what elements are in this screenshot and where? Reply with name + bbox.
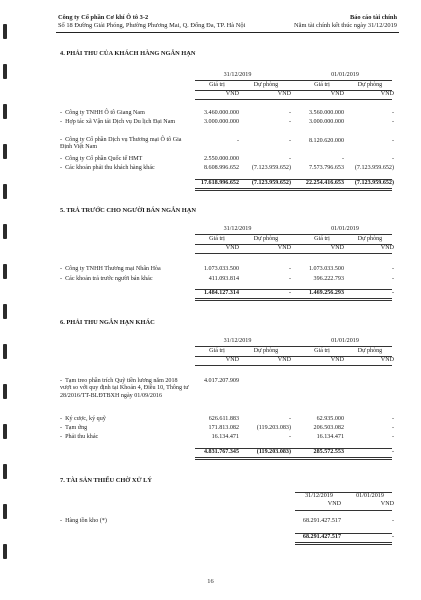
rule <box>195 80 392 81</box>
col-value: Giá trị <box>314 82 330 88</box>
cell-value: 411.093.814 <box>208 276 239 282</box>
cell-value: 1.073.033.500 <box>308 266 344 272</box>
unit-vnd: VND <box>225 91 239 97</box>
table-row-label: - Công ty TNHH Ô tô Giang Nam <box>60 110 145 116</box>
binding-mark <box>3 384 7 399</box>
cell-value: - <box>236 138 239 144</box>
cell-value: 62.935.000 <box>316 416 344 422</box>
cell-value: 7.573.796.653 <box>308 165 344 171</box>
table-row-label: - Tạm ứng <box>60 425 88 431</box>
cell-value: 68.291.427.517 <box>302 518 341 524</box>
table-row-label: - Phải thu khác <box>60 434 99 440</box>
rule <box>195 346 392 347</box>
company-address: Số 18 Đường Giải Phóng, Phường Phương Mai, Q. Đống Đa, TP. Hà Nội <box>58 21 246 29</box>
total-provision: - <box>391 290 394 296</box>
unit-vnd: VND <box>225 245 239 251</box>
unit-vnd: VND <box>380 501 394 507</box>
table-row-label: - Ký cược, ký quỹ <box>60 416 106 422</box>
total-value: 1.484.127.314 <box>203 290 239 296</box>
binding-mark <box>3 224 7 239</box>
table-row-label: - Tạm treo phần trích Quỹ tiền lương năm 2018 vượt so với quy định tại Khoản 4, Điều 10, Thông tư 28/2016/TT-BLĐTBXH ngày 01/09/2016 <box>60 378 189 399</box>
unit-vnd: VND <box>330 91 344 97</box>
cell-provision: - <box>288 138 291 144</box>
total-value: - <box>391 534 394 540</box>
cell-provision: (7.123.959.652) <box>354 165 394 171</box>
cell-provision: - <box>391 138 394 144</box>
binding-mark <box>3 304 7 319</box>
col-value: Giá trị <box>209 236 225 242</box>
table-row-label: - Hợp tác xã Vận tải Dịch vụ Du lịch Đại Nam <box>60 119 176 125</box>
total-value: 17.618.996.652 <box>200 180 239 186</box>
cell-value: 4.017.207.909 <box>203 378 239 384</box>
cell-value: 3.000.000.000 <box>203 119 239 125</box>
cell-provision: - <box>391 416 394 422</box>
rule <box>195 365 392 366</box>
cell-provision: (7.123.959.652) <box>251 165 291 171</box>
unit-vnd: VND <box>277 91 291 97</box>
cell-provision: - <box>288 276 291 282</box>
cell-provision: - <box>288 156 291 162</box>
col-date-end: 31/12/2019 <box>223 72 252 78</box>
page-number: 16 <box>207 578 214 585</box>
col-provision: Dự phòng <box>357 82 383 88</box>
section-7-title: 7. TÀI SẢN THIẾU CHỜ XỬ LÝ <box>60 477 153 484</box>
cell-provision: - <box>391 119 394 125</box>
total-provision: - <box>288 290 291 296</box>
col-provision: Dự phòng <box>253 82 279 88</box>
cell-provision: - <box>288 434 291 440</box>
cell-provision: (119.203.083) <box>256 425 291 431</box>
rule <box>195 298 392 299</box>
rule <box>195 99 392 100</box>
unit-vnd: VND <box>380 357 394 363</box>
report-period: Năm tài chính kết thúc ngày 31/12/2019 <box>294 21 397 29</box>
rule <box>295 542 392 543</box>
table-row-label: - Công ty TNHH Thương mại Nhân Hòa <box>60 266 161 272</box>
binding-mark <box>3 504 7 519</box>
unit-vnd: VND <box>277 357 291 363</box>
col-provision: Dự phòng <box>357 236 383 242</box>
total-provision: (119.203.083) <box>256 449 291 455</box>
cell-provision: - <box>391 434 394 440</box>
section-6-title: 6. PHẢI THU NGẮN HẠN KHÁC <box>60 319 155 326</box>
total-provision: - <box>391 449 394 455</box>
unit-vnd: VND <box>380 245 394 251</box>
col-value: Giá trị <box>314 348 330 354</box>
table-row-label: - Công ty Cổ phần Dịch vụ Thương mại Ô tô Gia Định Việt Nam <box>60 137 182 151</box>
binding-mark <box>3 144 7 159</box>
company-name: Công ty Cổ phần Cơ khí Ô tô 3-2 <box>58 14 149 21</box>
cell-value: 1.073.033.500 <box>203 266 239 272</box>
cell-value: 16.134.471 <box>316 434 344 440</box>
report-title: Báo cáo tài chính <box>349 14 397 21</box>
total-value: 22.254.416.653 <box>305 180 344 186</box>
binding-mark <box>3 264 7 279</box>
unit-vnd: VND <box>277 245 291 251</box>
rule <box>195 234 392 235</box>
binding-mark <box>3 424 7 439</box>
table-row-label: - Các khoản trả trước người bán khác <box>60 276 153 282</box>
col-date-start: 01/01/2019 <box>331 226 359 232</box>
section-4-title: 4. PHẢI THU CỦA KHÁCH HÀNG NGẮN HẠN <box>60 50 196 57</box>
cell-value: 2.550.000.000 <box>203 156 239 162</box>
cell-provision: - <box>391 276 394 282</box>
cell-provision: - <box>288 119 291 125</box>
cell-value: 3.460.000.000 <box>203 110 239 116</box>
binding-mark <box>3 344 7 359</box>
total-value: 1.469.256.293 <box>308 290 344 296</box>
cell-value: 396.222.793 <box>313 276 344 282</box>
unit-vnd: VND <box>327 501 341 507</box>
cell-value: 171.813.082 <box>208 425 239 431</box>
binding-mark <box>3 64 7 79</box>
rule <box>195 188 392 189</box>
col-value: Giá trị <box>209 82 225 88</box>
unit-vnd: VND <box>330 357 344 363</box>
rule <box>195 457 392 458</box>
cell-value: 16.134.471 <box>211 434 239 440</box>
col-date-end: 31/12/2019 <box>223 338 252 344</box>
binding-mark <box>3 184 7 199</box>
cell-value: 8.120.620.000 <box>308 138 344 144</box>
cell-provision: - <box>288 110 291 116</box>
rule <box>195 459 392 460</box>
col-date-start: 01/01/2019 <box>331 338 359 344</box>
cell-value: 626.611.883 <box>208 416 239 422</box>
col-provision: Dự phòng <box>253 348 279 354</box>
col-provision: Dự phòng <box>357 348 383 354</box>
cell-value: - <box>341 156 344 162</box>
col-value: Giá trị <box>209 348 225 354</box>
total-value: 4.831.767.345 <box>203 449 239 455</box>
rule <box>195 300 392 301</box>
binding-mark <box>3 544 7 559</box>
cell-provision: - <box>391 110 394 116</box>
rule <box>195 190 392 191</box>
total-provision: (7.123.959.652) <box>354 180 394 186</box>
rule <box>195 253 392 254</box>
cell-provision: - <box>391 266 394 272</box>
company-header <box>58 14 245 29</box>
rule <box>295 510 392 511</box>
binding-mark <box>3 24 7 39</box>
col-date-start: 01/01/2019 <box>356 493 384 499</box>
table-row-label: - Công ty Cổ phần Quốc tế HMT <box>60 156 143 162</box>
unit-vnd: VND <box>380 91 394 97</box>
table-row-label: - Hàng tồn kho (*) <box>60 518 107 524</box>
total-value: 68.291.427.517 <box>302 534 341 540</box>
cell-value: 206.503.082 <box>313 425 344 431</box>
cell-value: 3.560.000.000 <box>308 110 344 116</box>
col-provision: Dự phòng <box>253 236 279 242</box>
section-5-title: 5. TRẢ TRƯỚC CHO NGƯỜI BÁN NGẮN HẠN <box>60 207 196 214</box>
report-header <box>294 14 397 29</box>
cell-provision: - <box>391 425 394 431</box>
cell-provision: - <box>288 416 291 422</box>
col-date-end: 31/12/2019 <box>223 226 252 232</box>
cell-value: 3.000.000.000 <box>308 119 344 125</box>
col-date-start: 01/01/2019 <box>331 72 359 78</box>
col-value: Giá trị <box>314 236 330 242</box>
table-row-label: - Các khoản phải thu khách hàng khác <box>60 165 155 171</box>
cell-provision: - <box>288 266 291 272</box>
total-value: 285.572.553 <box>313 449 344 455</box>
binding-mark <box>3 104 7 119</box>
cell-value: 8.608.996.652 <box>203 165 239 171</box>
cell-value: - <box>391 518 394 524</box>
col-date-end: 31/12/2019 <box>305 493 333 499</box>
unit-vnd: VND <box>225 357 239 363</box>
header-divider <box>56 32 399 33</box>
rule <box>295 544 392 545</box>
total-provision: (7.123.959.652) <box>251 180 291 186</box>
unit-vnd: VND <box>330 245 344 251</box>
binding-mark <box>3 464 7 479</box>
cell-provision: - <box>391 156 394 162</box>
